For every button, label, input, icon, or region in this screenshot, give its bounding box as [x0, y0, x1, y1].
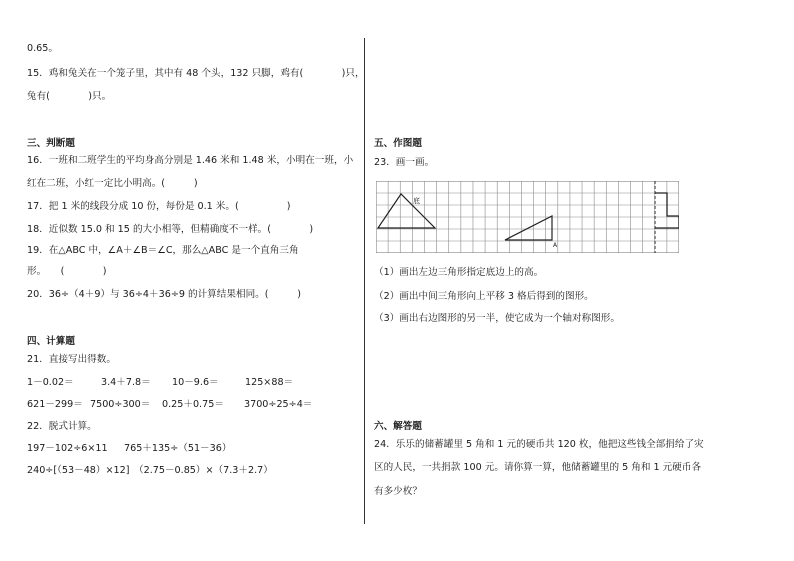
calc-item: 7500÷300＝ — [90, 399, 151, 410]
calc-item: 1－0.02＝ — [27, 377, 74, 388]
q23: 23．画一画。 — [374, 157, 435, 168]
q20: 20．36÷（4＋9）与 36÷4＋36÷9 的计算结果相同。( ) — [27, 289, 302, 300]
q16-line2: 红在二班，小红一定比小明高。( ) — [27, 178, 198, 189]
q16-line1: 16．一班和二班学生的平均身高分别是 1.46 米和 1.48 米，小明在一班，小 — [27, 155, 354, 166]
calc-item: 10－9.6＝ — [172, 377, 219, 388]
q23-item1: （1）画出左边三角形指定底边上的高。 — [374, 267, 544, 278]
expr-item: 240÷[（53－48）×12] — [27, 465, 130, 476]
drawing-grid — [376, 181, 679, 253]
left-triangle — [378, 194, 435, 228]
q15-line1: 15．鸡和兔关在一个笼子里，其中有 48 个头，132 只脚，鸡有( )只， — [27, 68, 365, 79]
q22: 22．脱式计算。 — [27, 421, 97, 432]
column-divider — [364, 38, 365, 524]
q18: 18．近似数 15.0 和 15 的大小相等，但精确度不一样。( ) — [27, 224, 314, 235]
q24-line3: 有多少枚？ — [374, 486, 422, 497]
section3-title: 三、判断题 — [27, 138, 75, 149]
calc-item: 3700÷25÷4＝ — [244, 399, 313, 410]
expr-item: 197－102÷6×11 — [27, 443, 108, 454]
label-di: 底 — [413, 197, 420, 205]
section4-title: 四、计算题 — [27, 336, 75, 347]
calc-item: 0.25＋0.75＝ — [162, 399, 224, 410]
label-a: A — [553, 242, 558, 249]
calc-item: 125×88＝ — [245, 377, 294, 388]
section5-title: 五、作图题 — [374, 138, 422, 149]
q19-line2: 形。 ( ) — [27, 266, 107, 277]
expr-item: （2.75－0.85）×（7.3＋2.7） — [134, 465, 273, 476]
q17: 17．把 1 米的线段分成 10 份，每份是 0.1 米。( ) — [27, 201, 291, 212]
q14-tail: 0.65。 — [27, 43, 58, 54]
section6-title: 六、解答题 — [374, 421, 422, 432]
q19-line1: 19．在△ABC 中，∠A＋∠B＝∠C，那么△ABC 是一个直角三角 — [27, 245, 299, 256]
q24-line2: 区的人民，一共捐款 100 元。请你算一算，他储蓄罐里的 5 角和 1 元硬币各 — [374, 462, 702, 473]
calc-item: 621－299＝ — [27, 399, 83, 410]
q15-line2: 兔有( )只。 — [27, 91, 112, 102]
q24-line1: 24．乐乐的储蓄罐里 5 角和 1 元的硬币共 120 枚，他把这些钱全部捐给了灾 — [374, 439, 704, 450]
q23-item2: （2）画出中间三角形向上平移 3 格后得到的图形。 — [374, 291, 594, 302]
expr-item: 765＋135÷（51－36） — [124, 443, 232, 454]
q21: 21．直接写出得数。 — [27, 354, 116, 365]
q23-item3: （3）画出右边图形的另一半，使它成为一个轴对称图形。 — [374, 313, 620, 324]
grid-lines — [376, 181, 679, 253]
middle-triangle — [505, 216, 552, 240]
calc-item: 3.4＋7.8＝ — [101, 377, 151, 388]
